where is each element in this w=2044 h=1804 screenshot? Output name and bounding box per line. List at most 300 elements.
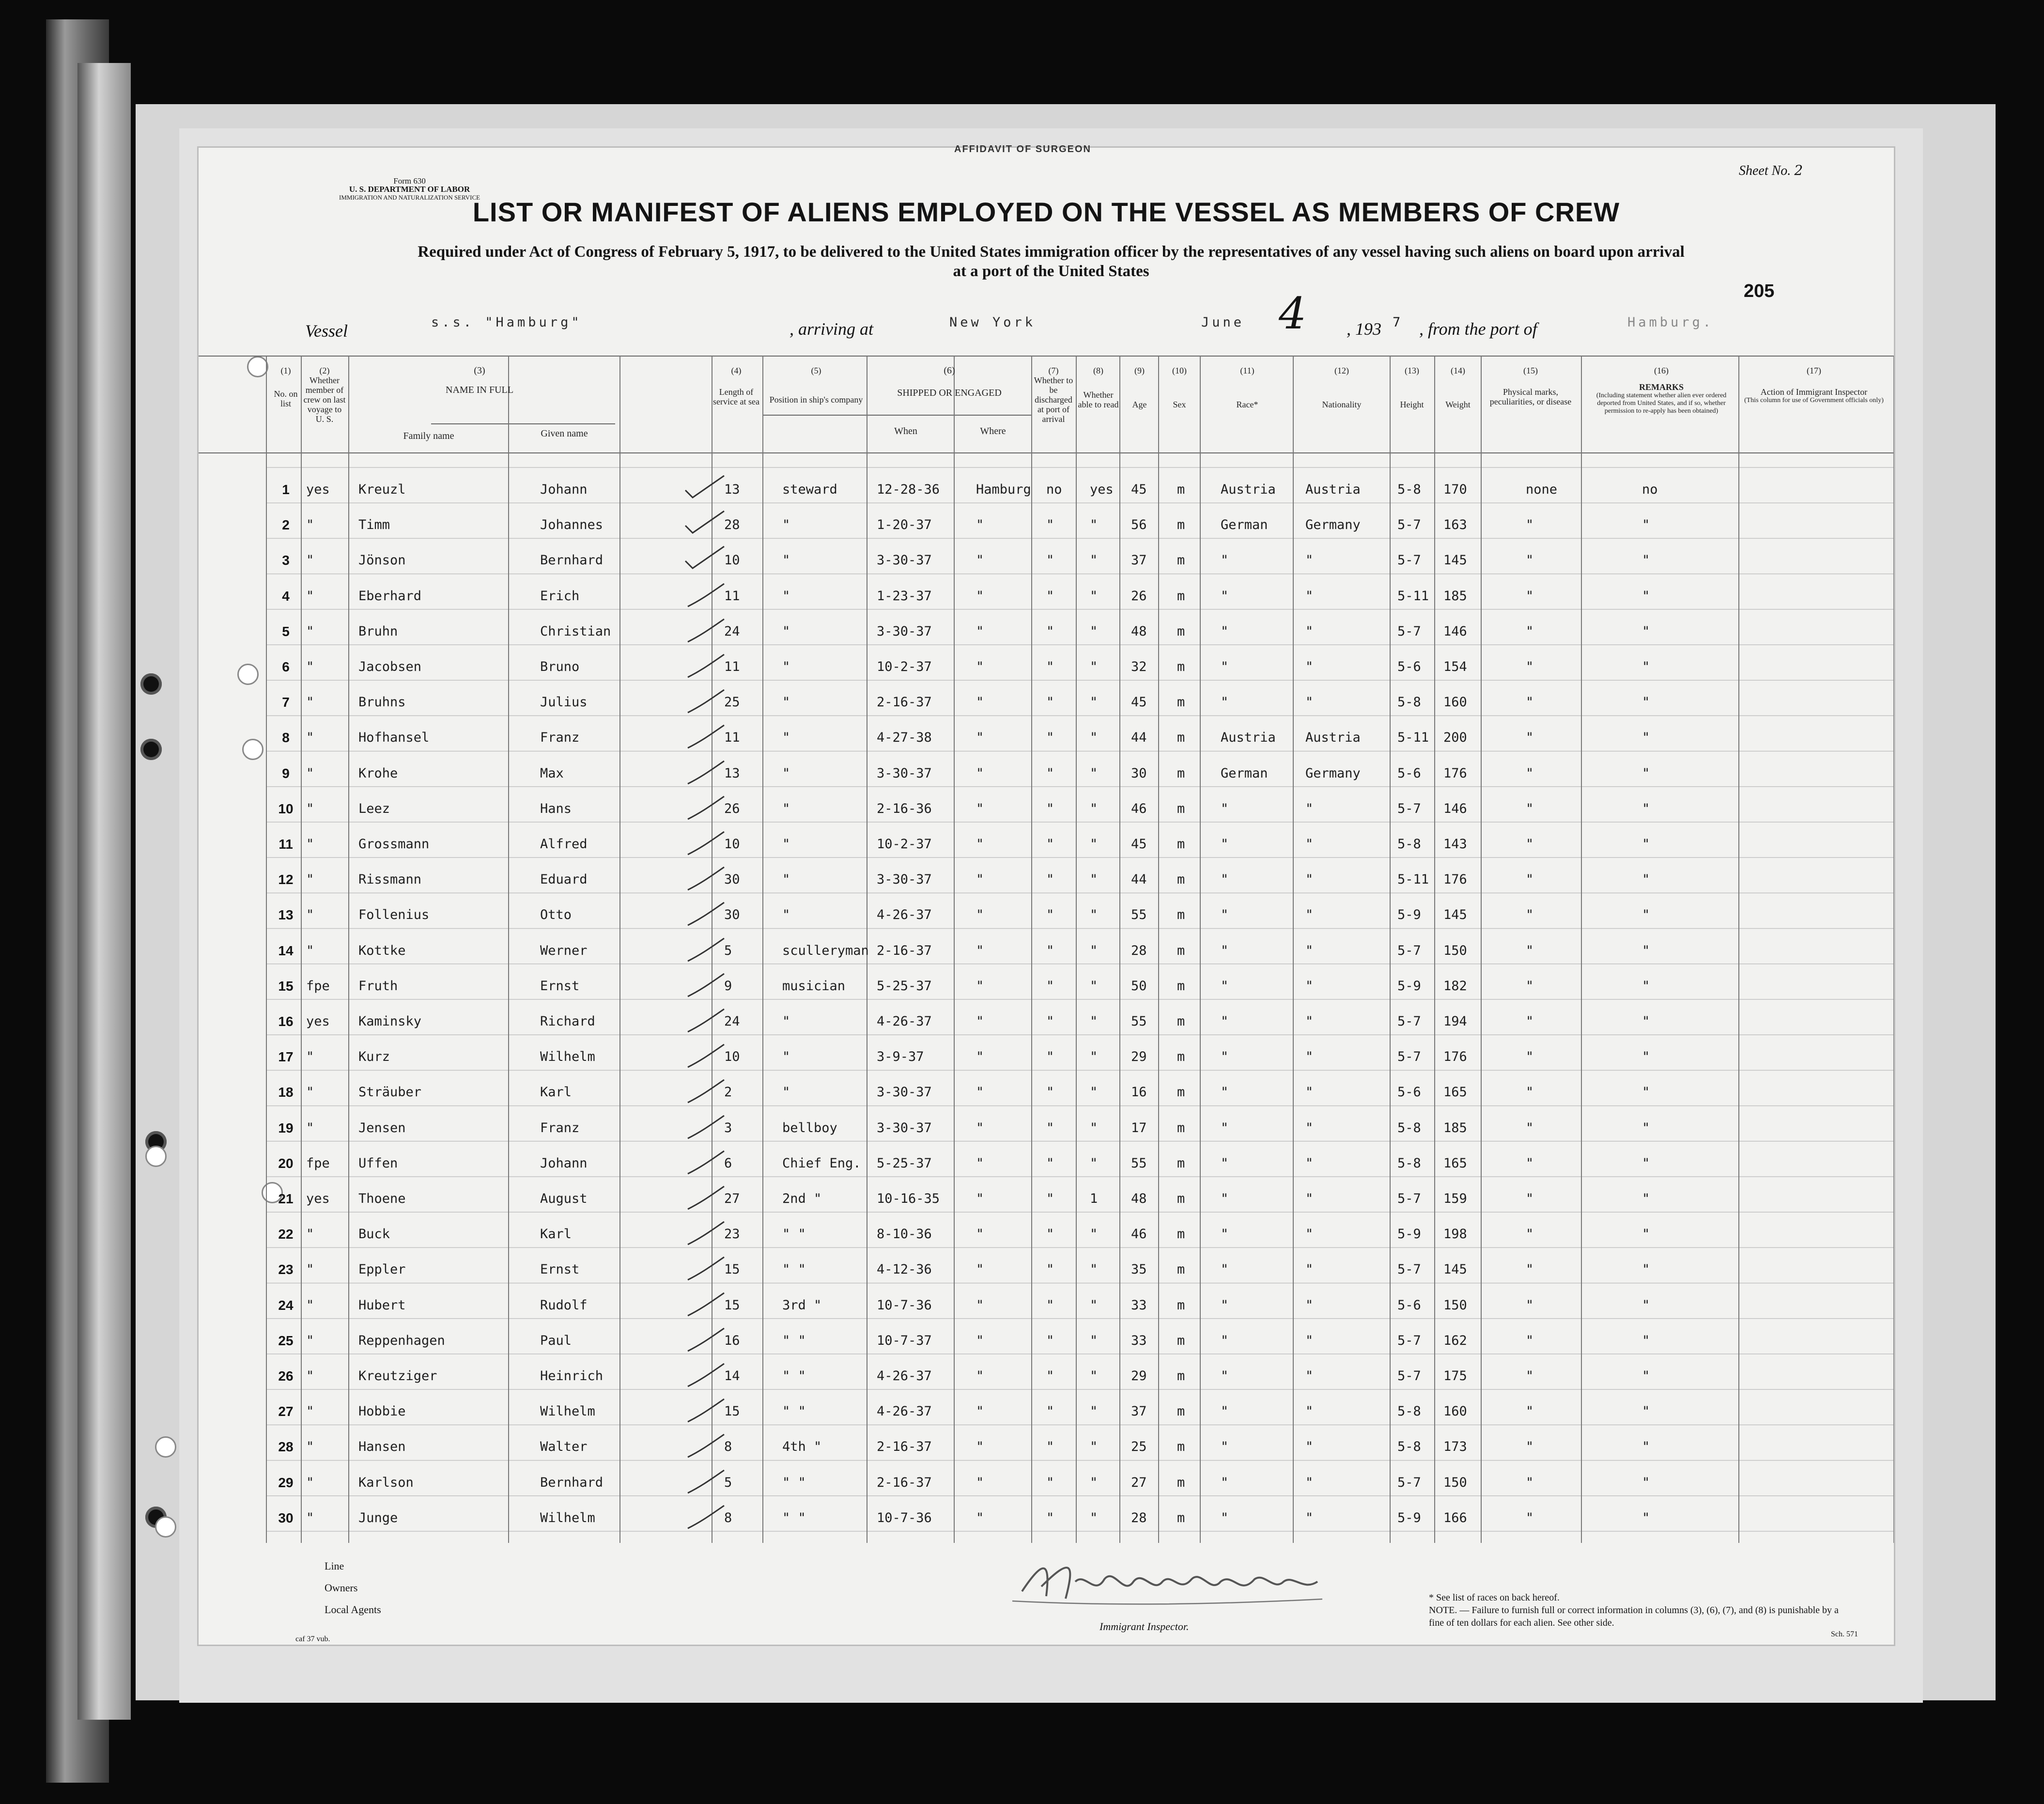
arrival-month: June: [1201, 315, 1245, 330]
col-9-header: (9) Age: [1121, 366, 1158, 409]
col-5-header: (5) Position in ship's company: [765, 366, 867, 404]
service-length-cell: 10: [724, 1049, 740, 1065]
shipped-when-cell: 8-10-36: [877, 1227, 932, 1242]
age-cell: 46: [1131, 801, 1147, 816]
physical-marks-cell: ": [1526, 623, 1534, 639]
col-3-label: NAME IN FULL: [446, 385, 513, 395]
shipped-where-cell: ": [976, 1085, 984, 1100]
shipped-where-cell: ": [976, 907, 984, 923]
binder-inner-edge: [77, 63, 131, 1720]
weight-cell: 182: [1443, 978, 1467, 994]
col-4-header: (4) Length of service at sea: [712, 366, 760, 406]
sex-cell: m: [1177, 1439, 1185, 1455]
discharged-cell: ": [1046, 517, 1054, 533]
shipped-where-cell: ": [976, 1155, 984, 1171]
weight-cell: 165: [1443, 1155, 1467, 1171]
position-cell: ": [782, 553, 790, 568]
shipped-when-cell: 4-26-37: [877, 1404, 932, 1419]
race-cell: ": [1221, 659, 1229, 674]
row-number: 26: [278, 1369, 294, 1384]
row-number: 4: [282, 588, 290, 604]
sex-cell: m: [1177, 1120, 1185, 1135]
service-name: IMMIGRATION AND NATURALIZATION SERVICE: [339, 194, 480, 201]
physical-marks-cell: ": [1526, 1191, 1534, 1206]
physical-marks-cell: ": [1526, 1404, 1534, 1419]
height-cell: 5-8: [1397, 482, 1421, 497]
position-cell: Chief Eng.: [782, 1155, 861, 1171]
check-mark: [683, 1289, 727, 1318]
race-cell: ": [1221, 1120, 1229, 1135]
given-name-cell: Walter: [540, 1439, 588, 1455]
discharged-cell: ": [1046, 837, 1054, 852]
physical-marks-cell: ": [1526, 588, 1534, 604]
check-mark: [683, 509, 727, 538]
physical-marks-cell: ": [1526, 801, 1534, 816]
service-length-cell: 16: [724, 1333, 740, 1348]
given-name-cell: Hans: [540, 801, 572, 816]
service-length-cell: 15: [724, 1404, 740, 1419]
last-voyage-cell: ": [306, 1333, 314, 1348]
row-number: 27: [278, 1404, 294, 1419]
remarks-cell: ": [1642, 588, 1650, 604]
height-cell: 5-9: [1397, 907, 1421, 923]
remarks-cell: ": [1642, 943, 1650, 958]
race-cell: ": [1221, 695, 1229, 710]
able-to-read-cell: ": [1090, 517, 1098, 533]
able-to-read-cell: ": [1090, 1510, 1098, 1525]
age-cell: 48: [1131, 1191, 1147, 1206]
able-to-read-cell: ": [1090, 730, 1098, 746]
service-length-cell: 2: [724, 1085, 732, 1100]
discharged-cell: ": [1046, 1404, 1054, 1419]
affidavit-heading: AFFIDAVIT OF SURGEON: [954, 144, 1091, 155]
nationality-cell: ": [1305, 943, 1314, 958]
weight-cell: 154: [1443, 659, 1467, 674]
check-mark: [683, 1253, 727, 1282]
age-cell: 26: [1131, 588, 1147, 604]
race-cell: Austria: [1221, 730, 1276, 746]
remarks-cell: ": [1642, 1297, 1650, 1313]
nationality-cell: ": [1305, 1155, 1314, 1171]
age-cell: 35: [1131, 1262, 1147, 1277]
weight-cell: 160: [1443, 1404, 1467, 1419]
check-mark: [683, 863, 727, 892]
race-cell: ": [1221, 1404, 1229, 1419]
nationality-cell: ": [1305, 1120, 1314, 1135]
sheet-label: Sheet No.: [1739, 163, 1791, 178]
nationality-cell: Germany: [1305, 517, 1361, 533]
service-length-cell: 23: [724, 1227, 740, 1242]
family-name-cell: Timm: [358, 517, 390, 533]
position-cell: ": [782, 837, 790, 852]
sheet-number: 2: [1794, 162, 1803, 178]
family-name-cell: Bruhns: [358, 695, 406, 710]
last-voyage-cell: ": [306, 695, 314, 710]
last-voyage-cell: ": [306, 1120, 314, 1135]
discharged-cell: ": [1046, 1227, 1054, 1242]
height-cell: 5-7: [1397, 1049, 1421, 1065]
physical-marks-cell: ": [1526, 730, 1534, 746]
race-cell: ": [1221, 1262, 1229, 1277]
discharged-cell: ": [1046, 1475, 1054, 1490]
sex-cell: m: [1177, 1085, 1185, 1100]
physical-marks-cell: ": [1526, 659, 1534, 674]
shipped-where-cell: ": [976, 517, 984, 533]
nationality-cell: ": [1305, 1439, 1314, 1455]
given-name-cell: Franz: [540, 730, 580, 746]
age-cell: 56: [1131, 517, 1147, 533]
given-name-cell: Otto: [540, 907, 572, 923]
given-name-cell: Johannes: [540, 517, 604, 533]
check-mark: [683, 1041, 727, 1070]
row-number: 30: [278, 1510, 294, 1525]
last-voyage-cell: ": [306, 837, 314, 852]
given-name-cell: Karl: [540, 1227, 572, 1242]
nationality-cell: Germany: [1305, 765, 1361, 781]
weight-cell: 160: [1443, 695, 1467, 710]
inspector-signature: [1012, 1553, 1327, 1611]
nationality-cell: ": [1305, 1510, 1314, 1525]
race-cell: ": [1221, 907, 1229, 923]
age-cell: 28: [1131, 943, 1147, 958]
remarks-cell: ": [1642, 695, 1650, 710]
col-16-sublabel: (Including statement whether alien ever ordered deported from United States, and if so, whether permission to re-apply has been obtained): [1596, 392, 1727, 415]
shipped-where-cell: ": [976, 801, 984, 816]
discharged-cell: ": [1046, 1155, 1054, 1171]
last-voyage-cell: fpe: [306, 978, 330, 994]
height-cell: 5-8: [1397, 1155, 1421, 1171]
shipped-when-cell: 5-25-37: [877, 1155, 932, 1171]
position-cell: ": [782, 801, 790, 816]
subtitle-line-1: Required under Act of Congress of February 5, 1917, to be delivered to the United States immigration officer by the representatives of any vessel having such aliens on board upon arrival: [418, 243, 1685, 261]
height-cell: 5-11: [1397, 872, 1429, 887]
col-17-label: Action of Immigrant Inspector: [1760, 387, 1868, 397]
check-mark: [683, 686, 727, 715]
family-name-cell: Reppenhagen: [358, 1333, 445, 1348]
family-name-cell: Junge: [358, 1510, 398, 1525]
punch-hole: [155, 1516, 176, 1538]
shipped-when-cell: 2-16-37: [877, 695, 932, 710]
shipped-when-cell: 2-16-37: [877, 1475, 932, 1490]
height-cell: 5-8: [1397, 837, 1421, 852]
col-15-header: (15) Physical marks, peculiarities, or disease: [1482, 366, 1579, 406]
given-name-cell: Franz: [540, 1120, 580, 1135]
height-cell: 5-7: [1397, 1262, 1421, 1277]
arriving-label: , arriving at: [790, 319, 874, 339]
able-to-read-cell: ": [1090, 623, 1098, 639]
discharged-cell: ": [1046, 695, 1054, 710]
nationality-cell: ": [1305, 907, 1314, 923]
col-9-label: Age: [1132, 400, 1147, 409]
shipped-when-cell: 2-16-36: [877, 801, 932, 816]
service-length-cell: 28: [724, 517, 740, 533]
service-length-cell: 8: [724, 1510, 732, 1525]
sex-cell: m: [1177, 1227, 1185, 1242]
age-cell: 33: [1131, 1333, 1147, 1348]
nationality-cell: Austria: [1305, 730, 1361, 746]
shipped-where-cell: ": [976, 1333, 984, 1348]
discharged-cell: ": [1046, 872, 1054, 887]
family-name-cell: Hubert: [358, 1297, 406, 1313]
col-12-label: Nationality: [1322, 400, 1362, 409]
able-to-read-cell: ": [1090, 1404, 1098, 1419]
shipped-when-cell: 4-26-37: [877, 1014, 932, 1029]
remarks-cell: ": [1642, 1155, 1650, 1171]
nationality-cell: ": [1305, 978, 1314, 994]
service-length-cell: 15: [724, 1297, 740, 1313]
nationality-cell: ": [1305, 1475, 1314, 1490]
nationality-cell: ": [1305, 801, 1314, 816]
service-length-cell: 25: [724, 695, 740, 710]
check-mark: [683, 1076, 727, 1105]
manifest-title: LIST OR MANIFEST OF ALIENS EMPLOYED ON THE VESSEL AS MEMBERS OF CREW: [472, 197, 1620, 227]
discharged-cell: ": [1046, 1120, 1054, 1135]
able-to-read-cell: ": [1090, 978, 1098, 994]
row-number: 3: [282, 553, 290, 568]
nationality-cell: ": [1305, 695, 1314, 710]
remarks-cell: ": [1642, 623, 1650, 639]
discharged-cell: ": [1046, 1191, 1054, 1206]
arriving-port: New York: [949, 315, 1036, 330]
family-name-cell: Thoene: [358, 1191, 406, 1206]
able-to-read-cell: ": [1090, 1049, 1098, 1065]
shipped-where-cell: ": [976, 553, 984, 568]
height-cell: 5-9: [1397, 1227, 1421, 1242]
remarks-cell: ": [1642, 659, 1650, 674]
physical-marks-cell: ": [1526, 1014, 1534, 1029]
able-to-read-cell: ": [1090, 943, 1098, 958]
remarks-cell: ": [1642, 1191, 1650, 1206]
shipped-when-cell: 10-2-37: [877, 837, 932, 852]
family-name-cell: Eppler: [358, 1262, 406, 1277]
height-cell: 5-7: [1397, 553, 1421, 568]
able-to-read-cell: ": [1090, 659, 1098, 674]
sex-cell: m: [1177, 872, 1185, 887]
sex-cell: m: [1177, 1262, 1185, 1277]
shipped-when-cell: 12-28-36: [877, 482, 940, 497]
col-2-label: Whether member of crew on last voyage to U. S.: [303, 375, 346, 424]
remarks-cell: ": [1642, 730, 1650, 746]
col-4-label: Length of service at sea: [713, 387, 759, 406]
race-cell: Austria: [1221, 482, 1276, 497]
nationality-cell: ": [1305, 1404, 1314, 1419]
col-5-label: Position in ship's company: [769, 395, 863, 404]
able-to-read-cell: 1: [1090, 1191, 1098, 1206]
year-prefix: , 193: [1347, 319, 1381, 339]
race-cell: ": [1221, 1085, 1229, 1100]
col-3-header: (3) NAME IN FULL: [349, 366, 610, 395]
shipped-when-cell: 10-2-37: [877, 659, 932, 674]
nationality-cell: ": [1305, 1014, 1314, 1029]
age-cell: 44: [1131, 872, 1147, 887]
weight-cell: 185: [1443, 588, 1467, 604]
service-length-cell: 3: [724, 1120, 732, 1135]
last-voyage-cell: ": [306, 765, 314, 781]
check-mark: [683, 1182, 727, 1212]
height-cell: 5-6: [1397, 765, 1421, 781]
discharged-cell: ": [1046, 659, 1054, 674]
sex-cell: m: [1177, 1155, 1185, 1171]
col-11-label: Race*: [1236, 400, 1258, 409]
physical-marks-cell: ": [1526, 907, 1534, 923]
col-13-label: Height: [1400, 400, 1424, 409]
able-to-read-cell: yes: [1090, 482, 1114, 497]
shipped-where-cell: ": [976, 837, 984, 852]
physical-marks-cell: ": [1526, 1262, 1534, 1277]
position-cell: ": [782, 872, 790, 887]
subtitle-line-2: at a port of the United States: [953, 263, 1149, 280]
sex-cell: m: [1177, 943, 1185, 958]
row-number: 22: [278, 1227, 294, 1242]
shipped-when-cell: 10-7-37: [877, 1333, 932, 1348]
shipped-where-cell: ": [976, 1404, 984, 1419]
sex-cell: m: [1177, 1475, 1185, 1490]
service-length-cell: 5: [724, 1475, 732, 1490]
weight-cell: 198: [1443, 1227, 1467, 1242]
age-cell: 44: [1131, 730, 1147, 746]
col-3b-header: Given name: [541, 428, 588, 439]
last-voyage-cell: ": [306, 1085, 314, 1100]
weight-cell: 150: [1443, 1297, 1467, 1313]
nationality-cell: ": [1305, 1227, 1314, 1242]
able-to-read-cell: ": [1090, 1439, 1098, 1455]
race-note: * See list of races on back hereof.: [1429, 1592, 1560, 1603]
row-number: 11: [279, 837, 293, 852]
shipped-where-cell: ": [976, 588, 984, 604]
able-to-read-cell: ": [1090, 553, 1098, 568]
check-mark: [683, 934, 727, 964]
sex-cell: m: [1177, 517, 1185, 533]
sex-cell: m: [1177, 659, 1185, 674]
last-voyage-cell: ": [306, 907, 314, 923]
department-name: U. S. DEPARTMENT OF LABOR: [349, 185, 470, 194]
physical-marks-cell: ": [1526, 765, 1534, 781]
shipped-where-cell: ": [976, 1227, 984, 1242]
position-cell: ": [782, 1085, 790, 1100]
position-cell: ": [782, 907, 790, 923]
weight-cell: 143: [1443, 837, 1467, 852]
given-name-cell: Wilhelm: [540, 1510, 595, 1525]
family-name-cell: Karlson: [358, 1475, 414, 1490]
given-name-cell: Erich: [540, 588, 580, 604]
service-length-cell: 13: [724, 482, 740, 497]
physical-marks-cell: ": [1526, 1085, 1534, 1100]
service-length-cell: 8: [724, 1439, 732, 1455]
race-cell: ": [1221, 623, 1229, 639]
last-voyage-cell: ": [306, 1262, 314, 1277]
shipped-where-cell: ": [976, 1439, 984, 1455]
position-cell: " ": [782, 1510, 806, 1525]
physical-marks-cell: ": [1526, 1120, 1534, 1135]
row-number: 20: [278, 1155, 294, 1171]
sex-cell: m: [1177, 588, 1185, 604]
shipped-when-cell: 4-26-37: [877, 1369, 932, 1384]
service-length-cell: 30: [724, 872, 740, 887]
weight-cell: 146: [1443, 801, 1467, 816]
shipped-when-cell: 3-30-37: [877, 1120, 932, 1135]
height-cell: 5-7: [1397, 943, 1421, 958]
form-number: Form 630: [393, 176, 426, 186]
row-number: 7: [282, 695, 290, 710]
shipped-when-cell: 3-30-37: [877, 872, 932, 887]
shipped-where-cell: ": [976, 1369, 984, 1384]
row-number: 28: [278, 1439, 294, 1455]
service-length-cell: 15: [724, 1262, 740, 1277]
race-cell: ": [1221, 943, 1229, 958]
check-mark: [683, 793, 727, 822]
position-cell: " ": [782, 1227, 806, 1242]
check-mark: [683, 1502, 727, 1531]
binder-hole: [140, 673, 162, 695]
weight-cell: 200: [1443, 730, 1467, 746]
shipped-when-cell: 1-23-37: [877, 588, 932, 604]
family-name-cell: Leez: [358, 801, 390, 816]
vessel-label: Vessel: [305, 321, 348, 341]
given-name-cell: Julius: [540, 695, 588, 710]
remarks-cell: ": [1642, 1262, 1650, 1277]
remarks-cell: ": [1642, 1510, 1650, 1525]
shipped-where-cell: ": [976, 730, 984, 746]
last-voyage-cell: ": [306, 730, 314, 746]
able-to-read-cell: ": [1090, 1085, 1098, 1100]
physical-marks-cell: ": [1526, 837, 1534, 852]
remarks-cell: no: [1642, 482, 1658, 497]
family-name-cell: Rissmann: [358, 872, 422, 887]
height-cell: 5-7: [1397, 1369, 1421, 1384]
nationality-cell: ": [1305, 1262, 1314, 1277]
shipped-when-cell: 4-26-37: [877, 907, 932, 923]
last-voyage-cell: ": [306, 588, 314, 604]
from-label: , from the port of: [1419, 319, 1537, 339]
row-number: 15: [278, 978, 294, 994]
check-mark: [683, 580, 727, 609]
col-16-label: REMARKS: [1639, 382, 1684, 392]
discharged-cell: ": [1046, 1333, 1054, 1348]
remarks-cell: ": [1642, 1049, 1650, 1065]
col-13-header: (13) Height: [1390, 366, 1434, 409]
physical-marks-cell: ": [1526, 1439, 1534, 1455]
nationality-cell: ": [1305, 1297, 1314, 1313]
physical-marks-cell: ": [1526, 1369, 1534, 1384]
printer-mark: caf 37 vub.: [295, 1635, 330, 1643]
race-cell: ": [1221, 1297, 1229, 1313]
height-cell: 5-8: [1397, 695, 1421, 710]
shipped-where-cell: ": [976, 1049, 984, 1065]
given-name-cell: Richard: [540, 1014, 595, 1029]
family-name-cell: Grossmann: [358, 837, 430, 852]
shipped-when-cell: 2-16-37: [877, 1439, 932, 1455]
race-cell: German: [1221, 765, 1268, 781]
shipped-when-cell: 4-12-36: [877, 1262, 932, 1277]
col-6a-header: When: [894, 426, 917, 436]
age-cell: 45: [1131, 837, 1147, 852]
physical-marks-cell: ": [1526, 1297, 1534, 1313]
remarks-cell: ": [1642, 1120, 1650, 1135]
sex-cell: m: [1177, 801, 1185, 816]
family-name-cell: Hansen: [358, 1439, 406, 1455]
position-cell: 4th ": [782, 1439, 822, 1455]
row-number: 9: [282, 765, 290, 781]
age-cell: 33: [1131, 1297, 1147, 1313]
family-name-cell: Jönson: [358, 553, 406, 568]
last-voyage-cell: ": [306, 1510, 314, 1525]
position-cell: ": [782, 1049, 790, 1065]
race-cell: ": [1221, 588, 1229, 604]
height-cell: 5-6: [1397, 1085, 1421, 1100]
row-number: 8: [282, 730, 290, 746]
last-voyage-cell: ": [306, 872, 314, 887]
service-length-cell: 10: [724, 553, 740, 568]
